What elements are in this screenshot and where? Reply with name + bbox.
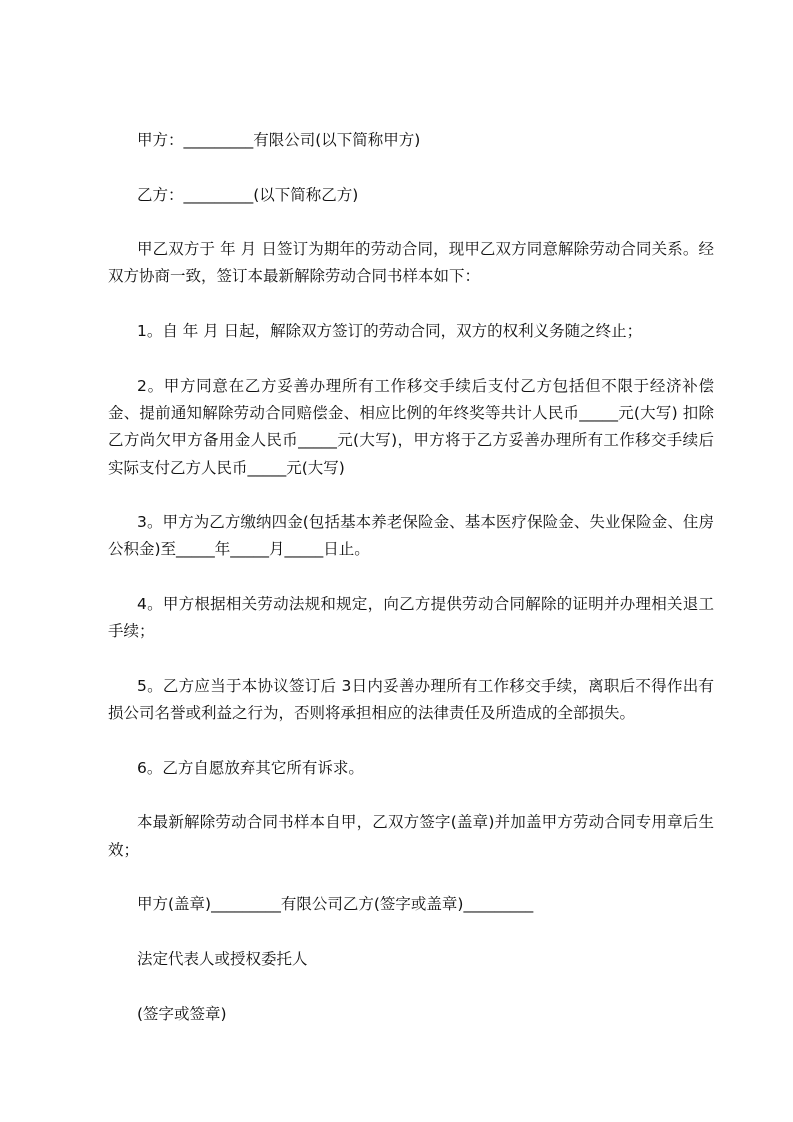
- clause-1: 1。自 年 月 日起，解除双方签订的劳动合同，双方的权利义务随之终止；: [137, 322, 643, 341]
- signature-line: 甲方(盖章)_________有限公司乙方(签字或盖章)_________: [137, 895, 534, 914]
- clause-3: 3。甲方为乙方缴纳四金(包括基本养老保险金、基本医疗保险金、失业保险金、住房公积金)至_____年_____月_____日止。: [108, 513, 714, 559]
- sign-or-seal-label: (签字或签章): [137, 1004, 227, 1023]
- clause-5: 5。乙方应当于本协议签订后 3日内妥善办理所有工作移交手续，离职后不得作出有损公司名誉或利益之行为，否则将承担相应的法律责任及所造成的全部损失。: [108, 676, 714, 723]
- clause-4: 4。甲方根据相关劳动法规和规定，向乙方提供劳动合同解除的证明并办理相关退工手续；: [108, 595, 714, 641]
- preamble-paragraph: 甲乙双方于 年 月 日签订为期年的劳动合同，现甲乙双方同意解除劳动合同关系。经双方协商一致，签订本最新解除劳动合同书样本如下：: [108, 240, 714, 286]
- effective-clause: 本最新解除劳动合同书样本自甲，乙双方签字(盖章)并加盖甲方劳动合同专用章后生效；: [108, 813, 714, 859]
- representative-label: 法定代表人或授权委托人: [137, 949, 308, 968]
- clause-6: 6。乙方自愿放弃其它所有诉求。: [137, 758, 364, 777]
- clause-2: 2。甲方同意在乙方妥善办理所有工作移交手续后支付乙方包括但不限于经济补偿金、提前通知解除劳动合同赔偿金、相应比例的年终奖等共计人民币_____元(大写) 扣除乙方尚欠甲方备用金人民币_____元(大写)，甲方将于乙方妥善办理所有工作移交手续后实际支付乙方人民币_____元(大写): [108, 376, 714, 477]
- party-b-line: 乙方：_________(以下简称乙方): [137, 185, 359, 204]
- party-a-line: 甲方：_________有限公司(以下简称甲方): [137, 131, 421, 149]
- contract-document: [108, 127, 714, 1055]
